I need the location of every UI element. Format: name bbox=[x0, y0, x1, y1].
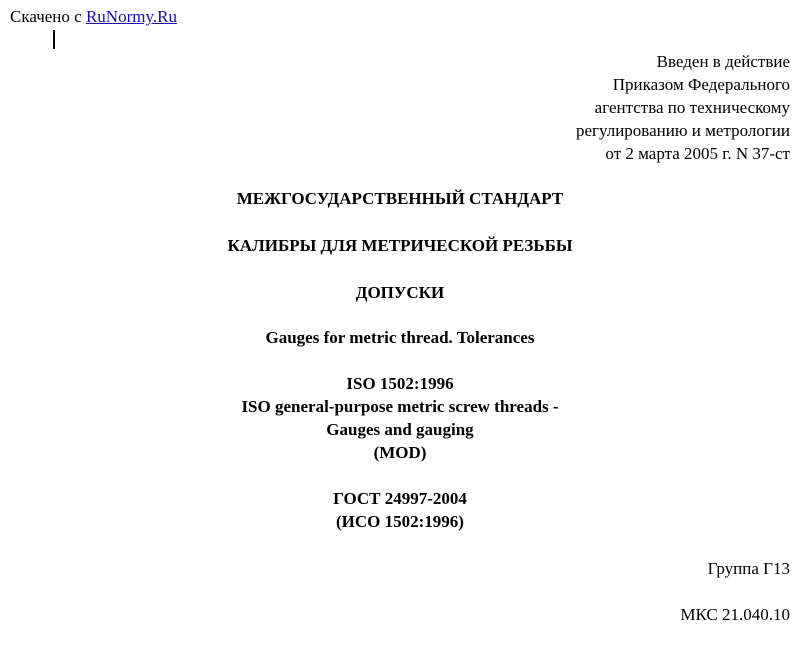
enactment-line: Введен в действие bbox=[656, 52, 790, 71]
source-link[interactable]: RuNormy.Ru bbox=[85, 7, 177, 26]
standard-subtitle bbox=[0, 281, 796, 304]
standard-title bbox=[0, 234, 796, 257]
standard-type bbox=[0, 187, 796, 210]
iso-reference bbox=[0, 372, 796, 464]
standard-title-text: КАЛИБРЫ ДЛЯ МЕТРИЧЕСКОЙ РЕЗЬБЫ bbox=[227, 236, 573, 255]
enactment-line: от 2 марта 2005 г. N 37-ст bbox=[605, 144, 790, 163]
enactment-line: агентства по техническому bbox=[594, 98, 790, 117]
english-title bbox=[0, 326, 796, 349]
gost-reference bbox=[0, 487, 796, 533]
gost-number: ГОСТ 24997-2004 bbox=[333, 489, 467, 508]
standard-subtitle-text: ДОПУСКИ bbox=[355, 283, 445, 302]
enactment-line: Приказом Федерального bbox=[612, 75, 790, 94]
iso-number: ISO 1502:1996 bbox=[346, 374, 454, 393]
enactment-note bbox=[576, 50, 790, 165]
iso-title-line: Gauges and gauging bbox=[326, 420, 474, 439]
gost-iso-equivalent: (ИСО 1502:1996) bbox=[336, 512, 464, 531]
enactment-line: регулированию и метрологии bbox=[575, 121, 790, 140]
source-prefix: Скачено с bbox=[10, 7, 82, 26]
iso-title-line: ISO general-purpose metric screw threads - bbox=[241, 397, 559, 416]
iso-modification: (MOD) bbox=[373, 443, 427, 462]
standard-type-text: МЕЖГОСУДАРСТВЕННЫЙ СТАНДАРТ bbox=[236, 189, 564, 208]
english-title-text: Gauges for metric thread. Tolerances bbox=[265, 328, 535, 347]
classification-group: Группа Г13 bbox=[707, 559, 790, 578]
source-line bbox=[10, 5, 177, 28]
classification-mks: МКС 21.040.10 bbox=[680, 605, 790, 624]
text-cursor bbox=[53, 30, 55, 49]
